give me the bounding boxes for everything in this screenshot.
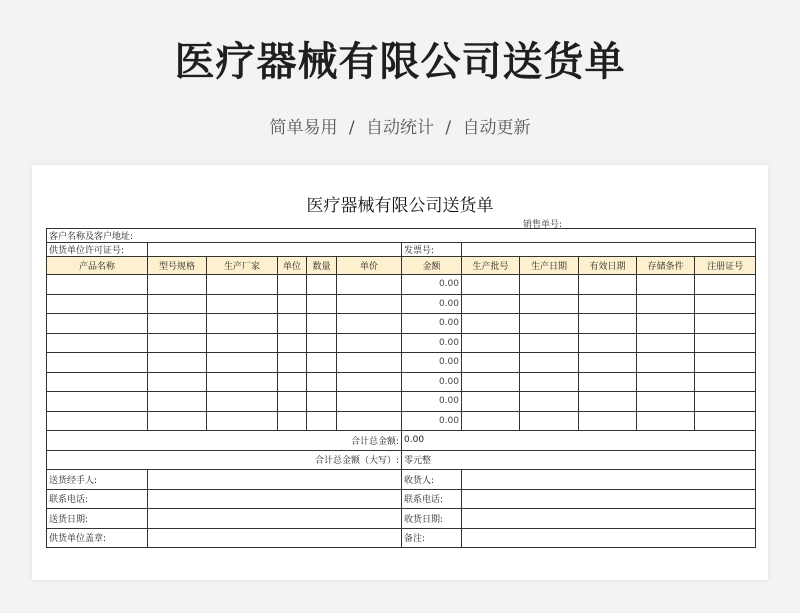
item-cell[interactable]: [207, 333, 278, 353]
item-cell[interactable]: [337, 275, 402, 295]
item-cell[interactable]: [462, 294, 520, 314]
col-header: 生产厂家: [207, 257, 278, 275]
seal-value[interactable]: [148, 528, 402, 548]
license-row: [47, 243, 756, 257]
item-cell[interactable]: [695, 411, 756, 431]
receiver-value[interactable]: [462, 470, 756, 490]
item-cell[interactable]: [148, 392, 207, 412]
item-cell[interactable]: [462, 411, 520, 431]
item-cell[interactable]: [278, 353, 307, 373]
item-cell[interactable]: [148, 275, 207, 295]
item-row: [47, 353, 756, 373]
phone-row: [47, 489, 756, 509]
item-cell[interactable]: [637, 314, 695, 334]
item-cell[interactable]: [307, 314, 337, 334]
amount-cell[interactable]: 0.00: [402, 372, 462, 392]
item-cell[interactable]: [520, 372, 579, 392]
item-cell[interactable]: [337, 372, 402, 392]
phone-value[interactable]: [148, 489, 402, 509]
item-cell[interactable]: [337, 353, 402, 373]
col-header: 金额: [402, 257, 462, 275]
total-upper-row: [47, 450, 756, 470]
item-cell[interactable]: [637, 353, 695, 373]
col-header: 注册证号: [695, 257, 756, 275]
invoice-value[interactable]: [462, 243, 756, 257]
item-cell[interactable]: [337, 411, 402, 431]
item-cell[interactable]: [207, 314, 278, 334]
customer-row: [47, 229, 756, 243]
item-cell[interactable]: [695, 333, 756, 353]
col-header: 生产日期: [520, 257, 579, 275]
item-cell[interactable]: [47, 333, 148, 353]
col-header: 产品名称: [47, 257, 148, 275]
item-row: [47, 275, 756, 295]
total-upper-label: 合计总金额（大写）:: [47, 450, 402, 470]
item-cell[interactable]: [695, 294, 756, 314]
item-cell[interactable]: [207, 294, 278, 314]
item-cell[interactable]: [579, 333, 637, 353]
item-cell[interactable]: [637, 294, 695, 314]
item-cell[interactable]: [579, 392, 637, 412]
delivery-form-sheet: [32, 165, 768, 580]
amount-cell[interactable]: 0.00: [402, 275, 462, 295]
sender-row: [47, 470, 756, 490]
item-cell[interactable]: [520, 411, 579, 431]
item-cell[interactable]: [520, 392, 579, 412]
amount-cell[interactable]: 0.00: [402, 333, 462, 353]
item-cell[interactable]: [520, 275, 579, 295]
seal-label: 供货单位盖章:: [47, 528, 148, 548]
item-cell[interactable]: [579, 275, 637, 295]
send-date-value[interactable]: [148, 509, 402, 529]
item-cell[interactable]: [337, 392, 402, 412]
item-cell[interactable]: [462, 392, 520, 412]
total-label: 合计总金额:: [47, 431, 402, 451]
item-cell[interactable]: [207, 372, 278, 392]
col-header: 生产批号: [462, 257, 520, 275]
item-cell[interactable]: [47, 372, 148, 392]
item-cell[interactable]: [278, 314, 307, 334]
col-header: 型号规格: [148, 257, 207, 275]
total-row: [47, 431, 756, 451]
recv-date-value[interactable]: [462, 509, 756, 529]
item-cell[interactable]: [462, 353, 520, 373]
item-cell[interactable]: [637, 333, 695, 353]
col-header: 有效日期: [579, 257, 637, 275]
document-title: 医疗器械有限公司送货单: [306, 196, 494, 216]
customer-label[interactable]: 客户名称及客户地址:: [47, 229, 756, 243]
delivery-table: [46, 228, 756, 548]
item-cell[interactable]: [579, 411, 637, 431]
item-cell[interactable]: [337, 314, 402, 334]
item-cell[interactable]: [47, 275, 148, 295]
item-cell[interactable]: [47, 411, 148, 431]
license-label: 供货单位许可证号:: [47, 243, 148, 257]
item-cell[interactable]: [47, 314, 148, 334]
item-cell[interactable]: [579, 314, 637, 334]
invoice-label: 发票号:: [402, 243, 462, 257]
item-cell[interactable]: [520, 353, 579, 373]
item-cell[interactable]: [307, 275, 337, 295]
item-cell[interactable]: [278, 372, 307, 392]
item-cell[interactable]: [307, 353, 337, 373]
item-cell[interactable]: [278, 294, 307, 314]
remark-label: 备注:: [402, 528, 462, 548]
item-row: [47, 294, 756, 314]
sender-value[interactable]: [148, 470, 402, 490]
item-cell[interactable]: [148, 314, 207, 334]
seal-row: [47, 528, 756, 548]
header-row: [47, 257, 756, 275]
item-cell[interactable]: [520, 294, 579, 314]
item-cell[interactable]: [695, 314, 756, 334]
item-cell[interactable]: [520, 314, 579, 334]
banner-subtitle: 简单易用 / 自动统计 / 自动更新: [269, 118, 531, 138]
item-cell[interactable]: [307, 333, 337, 353]
amount-cell[interactable]: 0.00: [402, 392, 462, 412]
phone2-value[interactable]: [462, 489, 756, 509]
amount-cell[interactable]: 0.00: [402, 294, 462, 314]
item-cell[interactable]: [47, 392, 148, 412]
banner-title: 医疗器械有限公司送货单: [174, 39, 626, 85]
item-cell[interactable]: [278, 411, 307, 431]
item-cell[interactable]: [695, 392, 756, 412]
amount-cell[interactable]: 0.00: [402, 411, 462, 431]
item-cell[interactable]: [337, 333, 402, 353]
total-value: 0.00: [402, 431, 756, 451]
item-cell[interactable]: [148, 353, 207, 373]
item-cell[interactable]: [337, 294, 402, 314]
item-cell[interactable]: [207, 353, 278, 373]
item-cell[interactable]: [579, 294, 637, 314]
item-cell[interactable]: [462, 314, 520, 334]
item-cell[interactable]: [207, 392, 278, 412]
item-cell[interactable]: [462, 333, 520, 353]
item-cell[interactable]: [278, 333, 307, 353]
item-cell[interactable]: [695, 372, 756, 392]
item-cell[interactable]: [307, 372, 337, 392]
phone2-label: 联系电话:: [402, 489, 462, 509]
item-cell[interactable]: [579, 372, 637, 392]
remark-value[interactable]: [462, 528, 756, 548]
item-cell[interactable]: [462, 372, 520, 392]
item-cell[interactable]: [148, 294, 207, 314]
item-cell[interactable]: [307, 294, 337, 314]
item-cell[interactable]: [148, 333, 207, 353]
col-header: 单位: [278, 257, 307, 275]
recv-date-label: 收货日期:: [402, 509, 462, 529]
item-cell[interactable]: [637, 411, 695, 431]
item-cell[interactable]: [207, 275, 278, 295]
col-header: 数量: [307, 257, 337, 275]
receiver-label: 收货人:: [402, 470, 462, 490]
amount-cell[interactable]: 0.00: [402, 353, 462, 373]
item-row: [47, 392, 756, 412]
item-cell[interactable]: [278, 392, 307, 412]
sender-label: 送货经手人:: [47, 470, 148, 490]
item-cell[interactable]: [637, 372, 695, 392]
amount-cell[interactable]: 0.00: [402, 314, 462, 334]
total-upper-value: 零元整: [402, 450, 756, 470]
item-row: [47, 314, 756, 334]
item-cell[interactable]: [637, 392, 695, 412]
item-cell[interactable]: [579, 353, 637, 373]
license-value[interactable]: [148, 243, 402, 257]
item-cell[interactable]: [695, 353, 756, 373]
date-row: [47, 509, 756, 529]
item-cell[interactable]: [47, 294, 148, 314]
item-cell[interactable]: [307, 411, 337, 431]
item-row: [47, 411, 756, 431]
item-cell[interactable]: [207, 411, 278, 431]
col-header: 单价: [337, 257, 402, 275]
item-cell[interactable]: [520, 333, 579, 353]
item-row: [47, 372, 756, 392]
sales-number-label: 销售单号:: [523, 220, 563, 230]
item-cell[interactable]: [637, 275, 695, 295]
item-cell[interactable]: [148, 372, 207, 392]
item-cell[interactable]: [695, 275, 756, 295]
item-cell[interactable]: [148, 411, 207, 431]
item-row: [47, 333, 756, 353]
item-cell[interactable]: [307, 392, 337, 412]
item-cell[interactable]: [462, 275, 520, 295]
phone-label: 联系电话:: [47, 489, 148, 509]
col-header: 存储条件: [637, 257, 695, 275]
item-cell[interactable]: [278, 275, 307, 295]
item-cell[interactable]: [47, 353, 148, 373]
send-date-label: 送货日期:: [47, 509, 148, 529]
